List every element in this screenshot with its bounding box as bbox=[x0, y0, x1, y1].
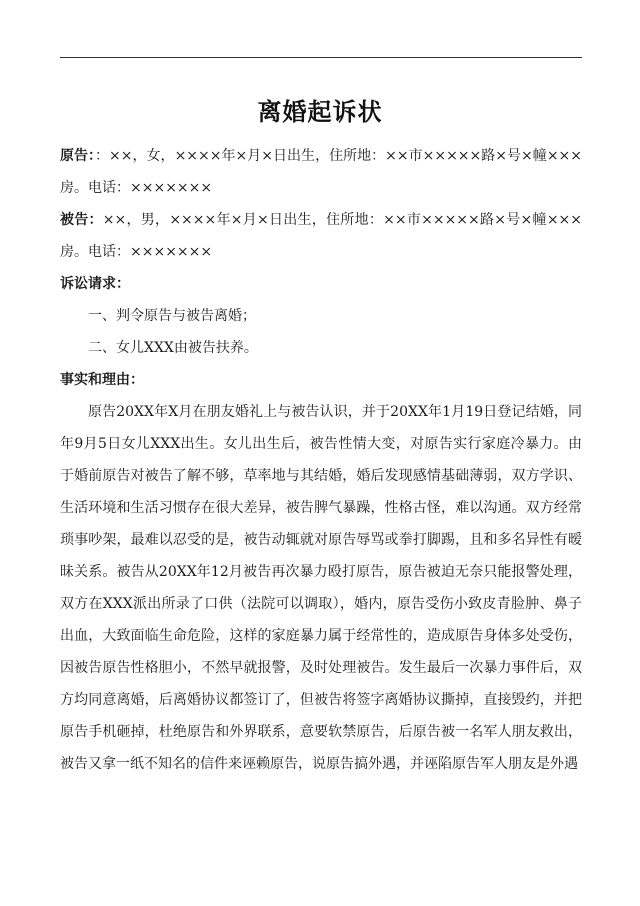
claims-heading: 诉讼请求： bbox=[60, 276, 130, 292]
claim-item-2: 二、女儿XXX由被告扶养。 bbox=[88, 340, 258, 356]
plaintiff-text: ：××，女，××××年×月×日出生，住所地：××市×××××路×号×幢×××房。电话：××××××× bbox=[60, 148, 583, 196]
header-divider bbox=[60, 57, 582, 58]
defendant-paragraph bbox=[60, 204, 582, 268]
facts-text: 原告20XX年X月在朋友婚礼上与被告认识，并于20XX年1月19日登记结婚，同年9月5日女儿XXX出生。女儿出生后，被告性情大变，对原告实行家庭冷暴力。由于婚前原告对被告了解不够，草率地与其结婚，婚后发现感情基础薄弱，双方学识、生活环境和生活习惯存在很大差异，被告脾气暴躁，性格古怪，难以沟通。双方经常琐事吵架，最难以忍受的是，被告动辄就对原告辱骂或拳打脚踢，且和多名异性有暧昧关系。被告从20XX年12月被告再次暴力殴打原告，原告被迫无奈只能报警处理，双方在XXX派出所录了口供（法院可以调取），婚内，原告受伤小致皮青脸肿、鼻子出血，大致面临生命危险，这样的家庭暴力属于经常性的，造成原告身体多处受伤，因被告原告性格胆小，不然早就报警，及时处理被告。发生最后一次暴力事件后，双方均同意离婚，后离婚协议都签订了，但被告将签字离婚协议撕掉，直接毁约，并把原告手机砸掉，杜绝原告和外界联系，意要软禁原告，后原告被一名军人朋友救出，被告又拿一纸不知名的信件来诬赖原告，说原告搞外遇，并诬陷原告军人朋友是外遇 bbox=[60, 404, 582, 772]
defendant-label: 被告： bbox=[60, 212, 103, 228]
defendant-text: ××，男，××××年×月×日出生，住所地：××市×××××路×号×幢×××房。电话：××××××× bbox=[60, 212, 583, 260]
facts-heading: 事实和理由： bbox=[60, 372, 144, 388]
plaintiff-label: 原告： bbox=[60, 148, 96, 164]
document-title: 离婚起诉状 bbox=[257, 97, 383, 126]
claim-item-1: 一、判令原告与被告离婚； bbox=[88, 308, 256, 324]
plaintiff-paragraph bbox=[60, 140, 582, 204]
document-body bbox=[60, 140, 582, 780]
